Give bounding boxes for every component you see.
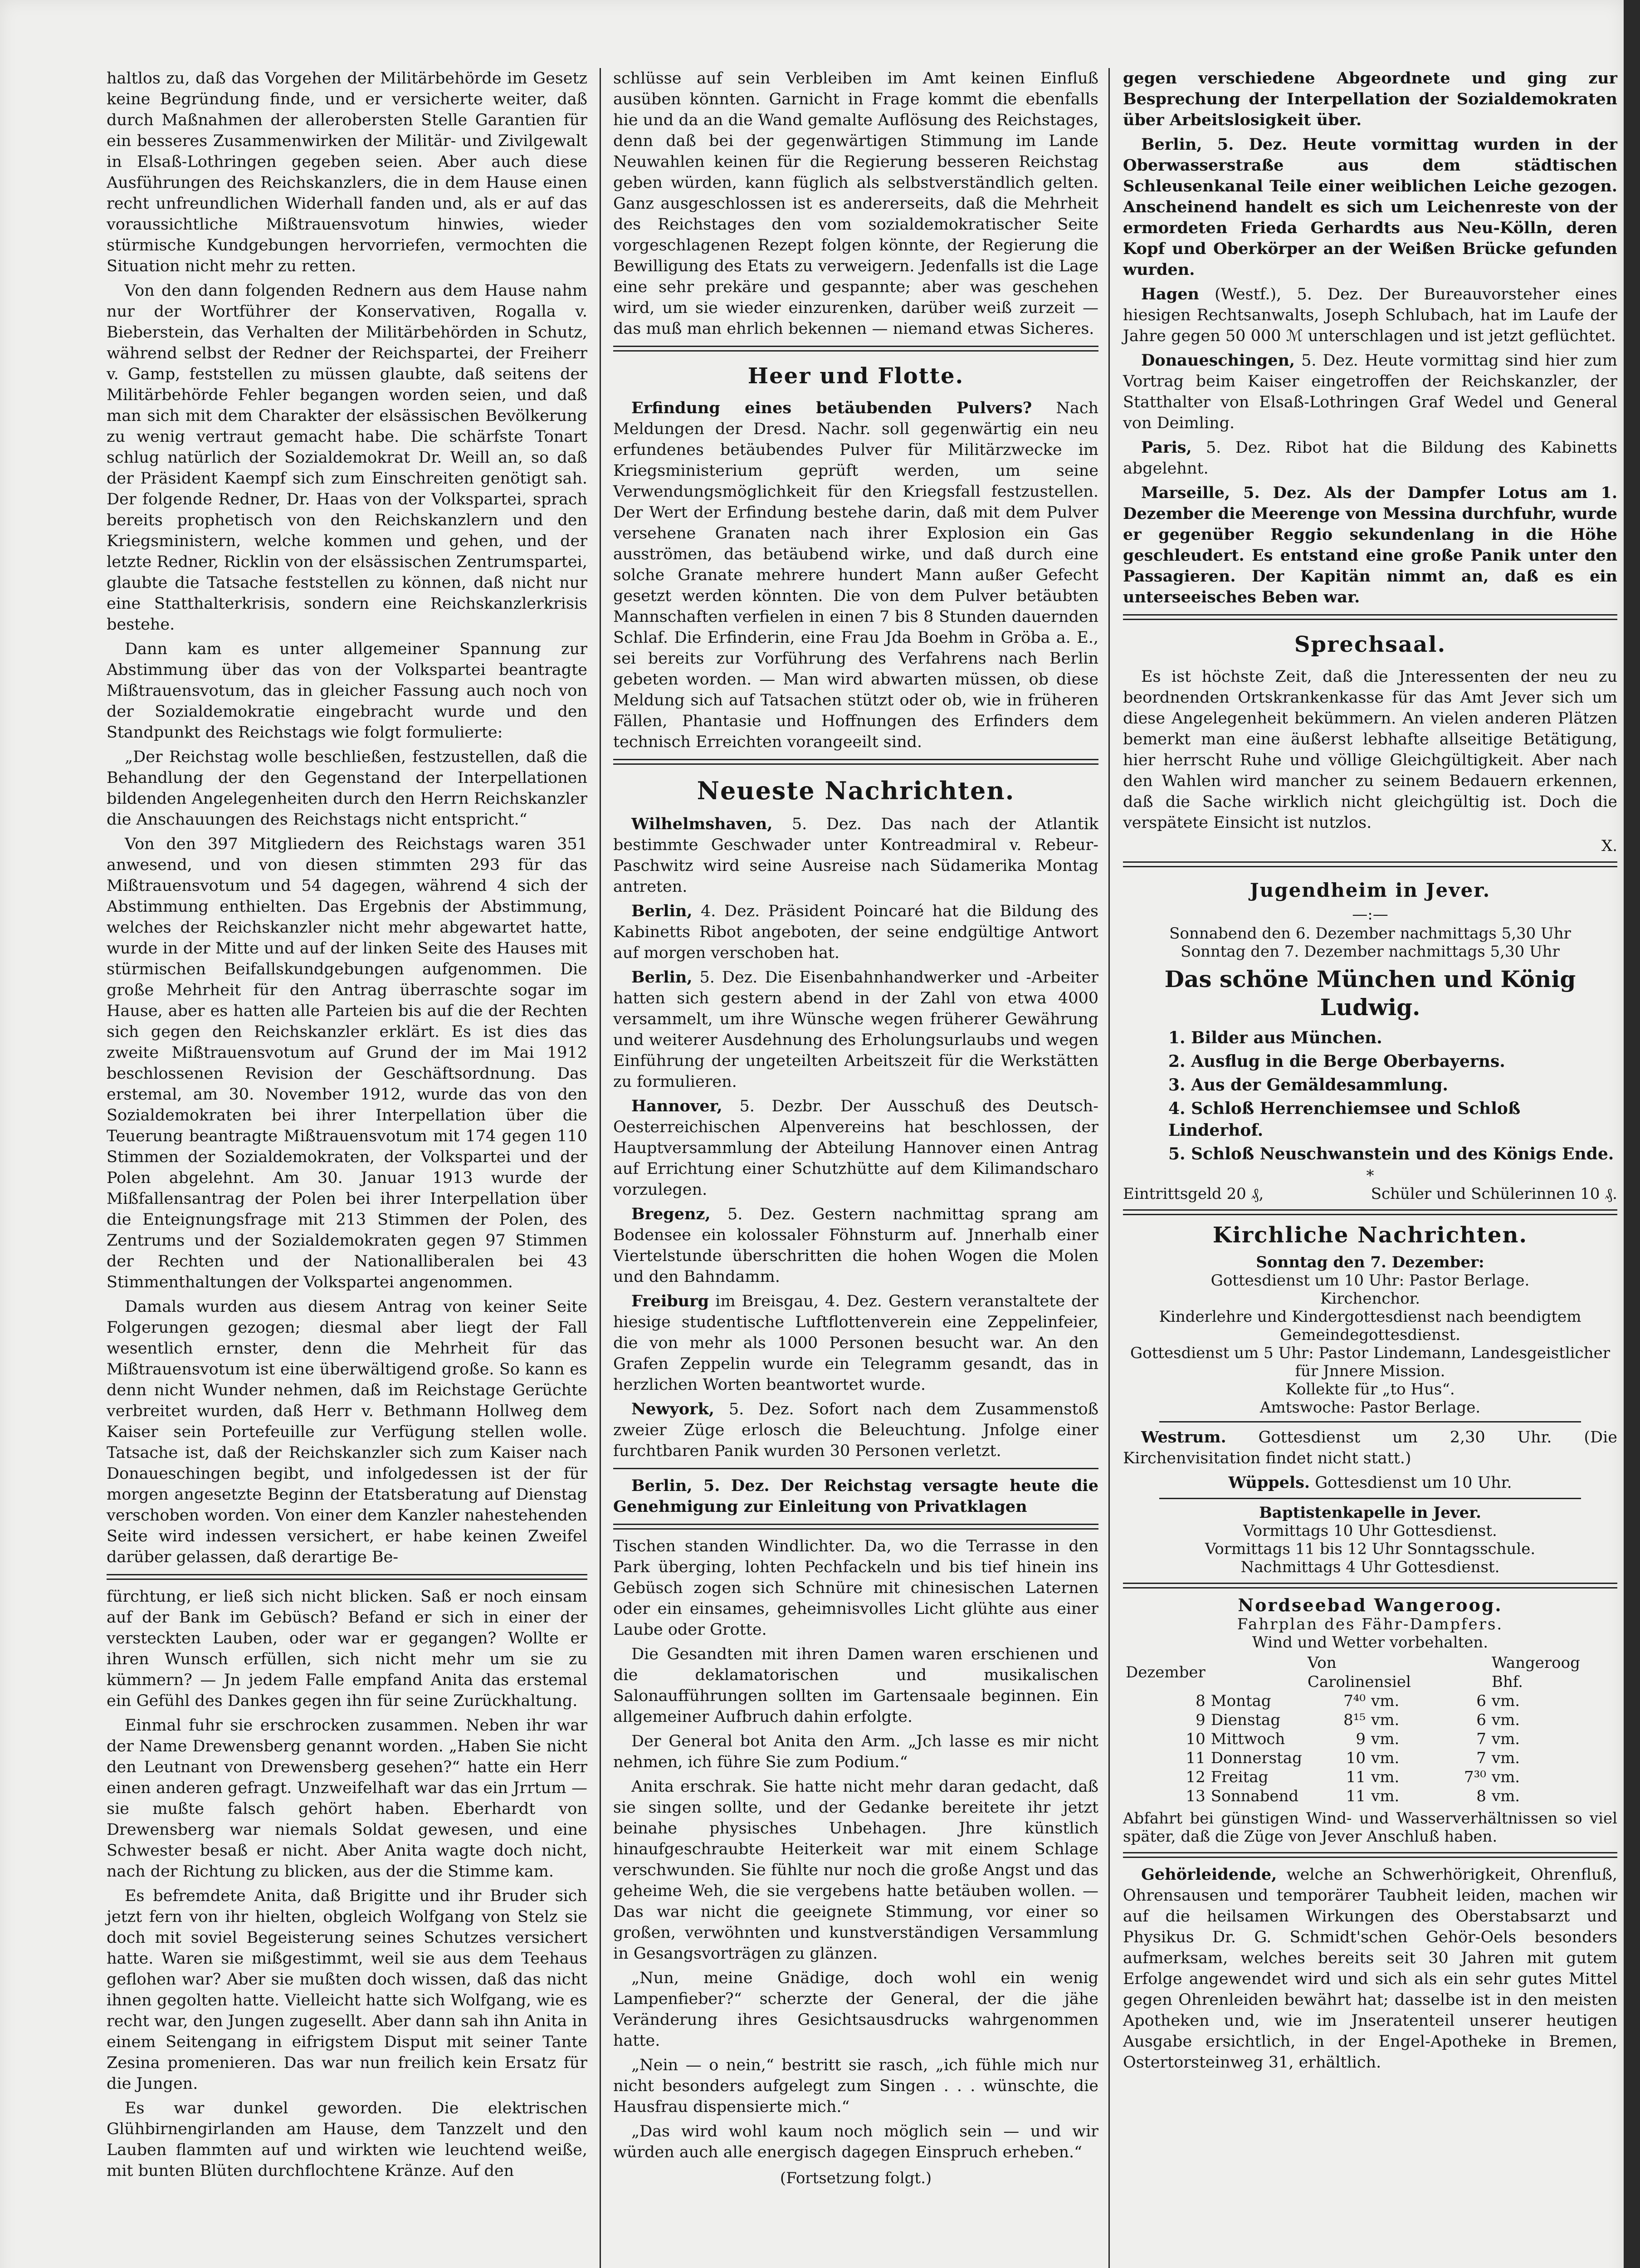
admission-students: Schüler und Schülerinnen 10 ₰. (1371, 1185, 1617, 1203)
letter-signature: X. (1601, 837, 1617, 855)
timetable-row (1123, 1691, 1617, 1711)
column-3 (1123, 68, 1617, 2077)
article-paragraph: schlüsse auf sein Verbleiben im Amt keinen Einfluß ausüben könnten. Garnicht in Frage kommt die ebenfalls hie und da an die Wand gemalte Auflösung des Reichstages, denn daß bei der gegenwärtigen Stimmung im Lande Neuwahlen keinen für die Regierung besseren Reichstag geben würden, kann füglich als selbstverständlich gelten. Ganz ausgeschlossen ist es andererseits, daß die Mehrheit des Reichstages den vom sozialdemokratischer Seite vorgeschlagenen Rezept folgen könnte, der Regierung die Bewilligung des Etats zu verweigern. Jedenfalls ist die Lage eine sehr prekäre und gespannte; aber was geschehen wird, um sie wieder einzurenken, darüber weiß zurzeit — das muß man ehrlich bekennen — niemand etwas Sicheres. (613, 69, 1098, 338)
section-divider (1123, 1852, 1617, 1858)
timetable-row (1123, 1749, 1617, 1768)
timetable-header-cell (1208, 1653, 1305, 1691)
departure-wangeroog: 7 (1476, 1749, 1486, 1767)
departure-carolinensiel-period: vm. (1371, 1787, 1400, 1805)
news-item (613, 1204, 1098, 1287)
church-divider (1159, 1421, 1581, 1422)
baptist-line: Nachmittags 4 Uhr Gottesdienst. (1240, 1558, 1500, 1576)
weekday: Dienstag (1210, 1711, 1281, 1729)
item-text: im Breisgau, 4. Dez. Gestern veranstaltete der hiesige studentische Luftflottenverein eine Zeppelinfeier, die von mehr als 1000 Personen besucht war. An den Grafen Zeppelin wurde ein Telegramm gesandt, das in herzlichen Worten beantwortet wurde. (613, 1292, 1098, 1394)
program-item: 1. Bilder aus München. (1168, 1028, 1382, 1047)
timetable-header (1123, 1653, 1617, 1691)
feuilleton-paragraph: Anita erschrak. Sie hatte nicht mehr daran gedacht, daß sie singen sollte, und der Gedanke bereitete ihr jetzt beinahe physisches Unbehagen. Jhre künstlich hinaufgeschraubte Heiterkeit war mit einem Schlage verschwunden. Sie fühlte nur noch die große Angst und das geheime Weh, die sie vergebens hatte betäuben wollen. — Das war nicht die geeignete Stimmung, vor einer so großen, verwöhnten und kunstverständigen Versammlung in Gesangsvorträgen zu glänzen. (613, 1778, 1098, 1963)
item-text: (Westf.), 5. Dez. Der Bureauvorsteher eines hiesigen Rechtsanwalts, Joseph Schlubach, hat im Laufe der Jahre gegen 50 000 ℳ unterschlagen und ist jetzt geflüchtet. (1123, 285, 1617, 345)
departure-wangeroog: 6 (1476, 1711, 1486, 1729)
feuilleton-paragraph: Es war dunkel geworden. Die elektrischen Glühbirnengirlanden am Hause, dem Tanzzelt und den Lauben flammten auf und wirkten wie leuchtend weiße, mit bunten Blüten durchflochtene Kränze. Auf den (107, 2099, 587, 2180)
ad-lead: Gehörleidende, (1141, 1865, 1277, 1884)
timetable-row (1123, 1730, 1617, 1749)
church-date: Sonntag den 7. Dezember: (1256, 1253, 1484, 1271)
weekday: Freitag (1210, 1768, 1269, 1786)
timetable-header-cell: Wangeroog Bhf. (1491, 1654, 1580, 1691)
jugendheim-date-1: Sonnabend den 6. Dezember nachmittags 5,30 Uhr (1169, 924, 1571, 943)
day-number: 12 (1186, 1768, 1206, 1786)
day-number: 9 (1196, 1711, 1206, 1729)
timetable-row (1123, 1787, 1617, 1806)
article-paragraph: Dann kam es unter allgemeiner Spannung zur Abstimmung über das von der Volkspartei beantragte Mißtrauensvotum, das in gleicher Fassung auch noch von der Sozialdemokratie eingebracht wurde und den Standpunkt des Reichstags wie folgt formulierte: (107, 640, 587, 742)
departure-wangeroog: 8 (1476, 1787, 1486, 1805)
parish-text: Gottesdienst um 10 Uhr. (1310, 1474, 1512, 1492)
departure-carolinensiel: 10 (1346, 1749, 1366, 1767)
ferry-heading: Nordseebad Wangeroog. (1238, 1595, 1503, 1615)
admission-adult: Eintrittsgeld 20 ₰, (1123, 1185, 1264, 1203)
item-text: 5. Dez. Die Eisenbahnhandwerker und -Arbeiter hatten sich gestern abend in der Zahl von etwa 4000 versammelt, um ihre Wünsche wegen früherer Gewährung und weiterer Ausdehnung des Erholungsurlaubs und wegen Einführung der ungeteilten Arbeitszeit für die Werkstätten zu formulieren. (613, 968, 1098, 1091)
feuilleton-paragraph: „Nun, meine Gnädige, doch wohl ein wenig Lampenfieber?“ scherzte der General, der die jähe Veränderung ihres Gesichtsausdrucks wahrgenommen hatte. (613, 1969, 1098, 2050)
item-text: 5. Dez. Heute vormittag wurden in der Oberwasserstraße aus dem städtischen Schleusenkanal Teile einer weiblichen Leiche gezogen. Anscheinend handelt es sich um Leichenreste von der ermordeten Frieda Gerhardts aus Neu-Kölln, deren Kopf und Oberkörper an der Weißen Brücke gefunden wurden. (1123, 135, 1617, 279)
ferry-timetable (1123, 1653, 1617, 1806)
departure-carolinensiel-period: vm. (1371, 1749, 1400, 1767)
section-divider (613, 759, 1098, 765)
departure-carolinensiel-period: vm. (1371, 1730, 1400, 1748)
departure-wangeroog: 7 (1476, 1730, 1486, 1748)
church-line: Gottesdienst um 5 Uhr: Pastor Lindemann, Landesgeistlicher für Jnnere Mission. (1130, 1344, 1610, 1380)
program-item: 5. Schloß Neuschwanstein und des Königs Ende. (1168, 1144, 1614, 1163)
news-item (613, 1476, 1098, 1517)
day-number: 13 (1186, 1787, 1206, 1805)
jugendheim-date-2: Sonntag den 7. Dezember nachmittags 5,30 Uhr (1181, 943, 1560, 961)
ferry-subheading: Fahrplan des Fähr-Dampfers. (1237, 1615, 1503, 1633)
feuilleton-divider (613, 1524, 1098, 1530)
church-parish (1123, 1472, 1617, 1493)
item-text: 5. Dezbr. Der Ausschuß des Deutsch-Oesterreichischen Alpenvereins hat beschlossen, der Hauptversammlung der Abteilung Hannover einen Antrag auf Errichtung einer Schutzhütte auf dem Kilimandscharo vorzulegen. (613, 1097, 1098, 1199)
resolution-quote: „Der Reichstag wolle beschließen, festzustellen, daß die Behandlung der den Gegenstand der Interpellationen bildenden Angelegenheiten durch den Herrn Reichskanzler die Anschauungen des Reichstags nicht entspricht.“ (107, 748, 587, 829)
news-item (613, 901, 1098, 963)
news-item (613, 1096, 1098, 1200)
ferry-footnote: Abfahrt bei günstigen Wind- und Wasserverhältnissen so viel später, daß die Züge von Jever Anschluß haben. (1123, 1809, 1617, 1846)
feuilleton-paragraph: Die Gesandten mit ihren Damen waren erschienen und die deklamatorischen und musikalischen Salonaufführungen sollten im Gartensaale beginnen. Ein allgemeiner Aufbruch dahin erfolgte. (613, 1645, 1098, 1726)
item-lead: Hagen (1141, 285, 1199, 303)
timetable-row (1123, 1768, 1617, 1787)
church-line: Kollekte für „to Hus“. (1285, 1380, 1455, 1398)
section-divider (1123, 861, 1617, 867)
section-heading-news: Neueste Nachrichten. (697, 776, 1015, 805)
section-divider (1123, 1209, 1617, 1215)
ad-text: welche an Schwerhörigkeit, Ohrenfluß, Ohrensausen und temporärer Taubheit leiden, machen wir auf die heilsamen Wirkungen des Oberstabsarzt und Physikus Dr. G. Schmidt'schen Gehör-Oels besonders aufmerksam, welches bereits seit 30 Jahren mit gutem Erfolge angewendet wird und sich als ein sehr gutes Mittel gegen Ohrenleiden bewährt hat; dasselbe ist in den meisten Apotheken und, wie im Jnseratenteil unserer heutigen Ausgabe ersichtlich, in der Engel-Apotheke in Bremen, Ostertorsteinweg 31, erhältlich. (1123, 1866, 1617, 2072)
baptist-heading: Baptistenkapelle in Jever. (1259, 1504, 1481, 1522)
column-rule-left (600, 68, 601, 2268)
section-divider (1123, 1583, 1617, 1589)
news-item (1123, 68, 1617, 131)
item-lead: Marseille, (1141, 484, 1230, 502)
news-item (1123, 483, 1617, 608)
departure-wangeroog-period: vm. (1491, 1787, 1520, 1805)
item-text: 5. Dez. Heute vormittag sind hier zum Vortrag beim Kaiser eingetroffen der Reichskanzler, der Statthalter von Elsaß-Lothringen Graf Wedel und General von Deimling. (1123, 352, 1617, 432)
program-item: 4. Schloß Herrenchiemsee und Schloß Linderhof. (1168, 1099, 1521, 1140)
item-lead: Donaueschingen, (1141, 351, 1295, 370)
item-divider (613, 1468, 1098, 1469)
feuilleton-paragraph: „Das wird wohl kaum noch möglich sein — und wir würden auch alle energisch dagegen Einspruch erheben.“ (613, 2122, 1098, 2161)
section-heading-heer: Heer und Flotte. (747, 363, 964, 389)
weekday: Mittwoch (1210, 1730, 1285, 1748)
departure-carolinensiel: 8¹⁵ (1343, 1711, 1366, 1729)
departure-wangeroog: 6 (1476, 1692, 1486, 1710)
baptist-line: Vormittags 11 bis 12 Uhr Sonntagsschule. (1205, 1540, 1536, 1558)
departure-wangeroog: 7³⁰ (1464, 1768, 1486, 1786)
departure-wangeroog-period: vm. (1491, 1711, 1520, 1729)
weekday: Sonnabend (1210, 1787, 1299, 1805)
day-number: 11 (1186, 1749, 1206, 1767)
departure-carolinensiel-period: vm. (1371, 1711, 1400, 1729)
day-number: 10 (1186, 1730, 1206, 1748)
column-1 (107, 68, 587, 2185)
kirchliche-heading: Kirchliche Nachrichten. (1212, 1222, 1528, 1248)
ferry-note: Wind und Wetter vorbehalten. (1252, 1633, 1489, 1652)
parish-text: Gottesdienst um 2,30 Uhr. (Die Kirchenvisitation findet nicht statt.) (1123, 1428, 1617, 1467)
church-line: Gottesdienst um 10 Uhr: Pastor Berlage. (1210, 1271, 1530, 1290)
item-text: 5. Dez. Ribot hat die Bildung des Kabinetts abgelehnt. (1123, 439, 1617, 478)
item-text: 5. Dez. Sofort nach dem Zusammenstoß zweier Züge erlosch die Beleuchtung. Jnfolge einer furchtbaren Panik wurden 30 Personen verletzt. (613, 1400, 1098, 1460)
column-2 (613, 68, 1098, 2187)
parish-name: Westrum. (1141, 1428, 1226, 1447)
weekday: Montag (1210, 1692, 1271, 1710)
continuation-note: (Fortsetzung folgt.) (780, 2169, 932, 2187)
feuilleton-divider (107, 1574, 587, 1580)
program-item: 3. Aus der Gemäldesammlung. (1168, 1075, 1448, 1095)
parish-name: Wüppels. (1228, 1473, 1310, 1492)
baptist-line: Vormittags 10 Uhr Gottesdienst. (1243, 1522, 1497, 1540)
item-text: Nach Meldungen der Dresd. Nachr. soll gegenwärtig ein neu erfundenes betäubendes Pulver für Militärzwecke im Kriegsministerium geprüft werden, um seine Verwendungsmöglichkeit für den Kriegsfall festzustellen. Der Wert der Erfindung bestehe darin, daß mit dem Pulver versehene Granaten nach ihrer Explosion ein Gas ausströmen, das betäubend wirke, und daß durch eine solche Granate mehrere hundert Mann außer Gefecht gesetzt werden könnten. Die von dem Pulver betäubten Mannschaften verfielen in einen 7 bis 8 Stunden dauernden Schlaf. Die Erfinderin, eine Frau Jda Boehm in Gröba a. E., sei bereits zur Vorführung des Verfahrens nach Berlin gebeten worden. — Man wird abwarten müssen, ob diese Meldung sich auf Tatsachen stützt oder ob, wie in früheren Fällen, Phantasie und Hoffnungen des Erfinders dem technisch Erreichten vorangeeilt sind. (613, 399, 1098, 751)
departure-carolinensiel: 9 (1356, 1730, 1366, 1748)
news-item (613, 814, 1098, 897)
item-lead: Paris, (1141, 438, 1192, 457)
article-paragraph: haltlos zu, daß das Vorgehen der Militärbehörde im Gesetz keine Begründung finde, und er versicherte weiter, daß durch Maßnahmen der allerobersten Stelle Garantien für ein besseres Zusammenwirken der Militär- und Zivilgewalt in Elsaß-Lothringen gegeben seien. Aber auch diese Ausführungen des Reichskanzlers, die in dem Hause einen recht unfreundlichen Widerhall fanden und, als er auf das voraussichtliche Mißtrauensvotum hinwies, wieder stürmische Kundgebungen hervorriefen, vermochten die Situation nicht mehr zu retten. (107, 69, 587, 275)
feuilleton-paragraph: Einmal fuhr sie erschrocken zusammen. Neben ihr war der Name Drewensberg genannt worden. „Haben Sie nicht den Leutnant von Drewensberg gesehen?“ hatte ein Herr einen anderen gefragt. Unzweifelhaft war das ein Jrrtum — sie mußte falsch gehört haben. Eberhardt von Drewensberg war niemals Soldat gewesen, und eine Schwester besaß er nicht. Aber Anita wagte doch nicht, nach der Richtung zu blicken, aus der die Stimme kam. (107, 1716, 587, 1881)
departure-wangeroog-period: vm. (1491, 1730, 1520, 1748)
church-line: Kinderlehre und Kindergottesdienst nach beendigtem Gemeindegottesdienst. (1159, 1308, 1581, 1344)
section-divider (613, 346, 1098, 352)
item-lead: Hannover, (631, 1097, 722, 1115)
departure-carolinensiel: 7⁴⁰ (1343, 1692, 1366, 1710)
day-number: 8 (1196, 1692, 1206, 1710)
heer-item (613, 398, 1098, 753)
section-heading-sprechsaal: Sprechsaal. (1294, 632, 1446, 657)
item-lead: Bregenz, (631, 1205, 711, 1223)
item-text: 4. Dez. Präsident Poincaré hat die Bildung des Kabinetts Ribot angeboten, der seine endgültige Antwort auf morgen verschoben hat. (613, 902, 1098, 962)
program-item: 2. Ausflug in die Berge Oberbayerns. (1168, 1052, 1505, 1071)
news-item (1123, 437, 1617, 479)
news-item (1123, 350, 1617, 434)
item-text: 5. Dez. Als der Dampfer Lotus am 1. Dezember die Meerenge von Messina durchfuhr, wurde er gegenüber Reggio sekundenlang in die Höhe geschleudert. Es entstand eine große Panik unter den Passagieren. Der Kapitän nimmt an, daß es ein unterseeisches Beben war. (1123, 484, 1617, 606)
departure-wangeroog-period: vm. (1491, 1768, 1520, 1786)
church-line: Amtswoche: Pastor Berlage. (1259, 1398, 1481, 1417)
item-lead: Freiburg (631, 1292, 709, 1310)
page-edge (1624, 0, 1640, 2268)
sprechsaal-letter: Es ist höchste Zeit, daß die Jnteressenten der neu zu beordnenden Ortskrankenkasse für das Amt Jever sich um diese Angelegenheit bekümmern. An vielen anderen Plätzen bemerkt man eine äußerst lebhafte allseitige Betätigung, hier herrscht Ruhe und völlige Gleichgültigkeit. Aber nach den Wahlen wird mancher zu seinem Bedauern erkennen, daß die Sache wirklich nicht gleichgültig ist. Doch die verspätete Einsicht ist nutzlos. (1123, 668, 1617, 832)
feuilleton-paragraph: „Nein — o nein,“ bestritt sie rasch, „ich fühle mich nur nicht besonders aufgelegt zum Singen . . . wünschte, die Hausfrau dispensierte mich.“ (613, 2056, 1098, 2116)
article-paragraph: Von den 397 Mitgliedern des Reichstags waren 351 anwesend, und von diesen stimmten 293 für das Mißtrauensvotum und 54 dagegen, während 4 sich der Abstimmung enthielten. Das Ergebnis der Abstimmung, welches der Reichskanzler nicht mehr abgewartet hatte, wurde in der Mitte und auf der linken Seite des Hauses mit stürmischen Beifallskundgebungen aufgenommen. Die große Mehrheit für den Antrag überraschte sogar im Hause, aber es hatten alle Parteien bis auf die der Rechten sich gegen den Reichskanzler erklärt. Es ist dies das zweite Mißtrauensvotum auf Grund der im Mai 1912 beschlossenen Revision der Geschäftsordnung. Das erstemal, am 30. November 1912, wurde das von den Sozialdemokraten bei ihrer Interpellation über die Teuerung beantragte Mißtrauensvotum mit 174 gegen 110 Stimmen der Sozialdemokraten, der Volkspartei und der Polen abgelehnt. Am 30. Januar 1913 wurde der Mißfallensantrag der Polen bei ihrer Interpellation über die Enteignungsfrage mit 213 Stimmen der Polen, des Zentrums und der Sozialdemokraten gegen 97 Stimmen der Rechten und der Nationalliberalen bei 43 Stimmenthaltungen der Volkspartei angenommen. (107, 835, 587, 1291)
church-parish (1123, 1427, 1617, 1469)
news-item (1123, 134, 1617, 280)
item-lead: Berlin, (631, 902, 693, 920)
news-item (1123, 284, 1617, 347)
timetable-row (1123, 1711, 1617, 1730)
departure-carolinensiel-period: vm. (1371, 1692, 1400, 1710)
item-lead: Erfindung eines betäubenden Pulvers? (631, 399, 1032, 417)
item-text: gegen verschiedene Abgeordnete und ging zur Besprechung der Interpellation der Sozialdemokraten über Arbeitslosigkeit über. (1123, 69, 1617, 129)
timetable-header-cell: Von Carolinensiel (1307, 1654, 1411, 1691)
feuilleton-paragraph: Der General bot Anita den Arm. „Jch lasse es mir nicht nehmen, ich führe Sie zum Podium.“ (613, 1732, 1098, 1771)
church-divider (1159, 1498, 1581, 1499)
departure-wangeroog-period: vm. (1491, 1749, 1520, 1767)
feuilleton-paragraph: Tischen standen Windlichter. Da, wo die Terrasse in den Park überging, lohten Pechfackeln und bis tief hinein ins Gebüsch zogen sich Schnüre mit chinesischen Laternen oder ein einsames, geheimnisvolles Licht glühte aus einer Laube oder Grotte. (613, 1537, 1098, 1639)
item-text: 5. Dez. Gestern nachmittag sprang am Bodensee ein kolossaler Föhnsturm auf. Jnnerhalb einer Viertelstunde überschritten die hohen Wogen die Molen und den Bahndamm. (613, 1205, 1098, 1286)
item-lead: Wilhelmshaven, (631, 815, 773, 833)
article-paragraph: Von den dann folgenden Rednern aus dem Hause nahm nur der Wortführer der Konservativen, Rogalla v. Bieberstein, das Verhalten der Militärbehörden in Schutz, während selbst der Redner der Reichspartei, der Freiherr v. Gamp, feststellen zu müssen glaubte, daß seitens der Militärbehörde Fehler begangen worden seien, und daß man sich mit dem Charakter der elsässischen Bevölkerung zu wenig vertraut gemacht habe. Die schärfste Tonart schlug natürlich der Sozialdemokrat Dr. Weill an, so daß der Präsident Kaempf sich zum Einschreiten genötigt sah. Der folgende Redner, Dr. Haas von der Volkspartei, sprach bereits prophetisch von den Reichskanzlern und den Kriegsministern, welche kommen und gehen, und der letzte Redner, Ricklin von der elsässischen Zentrumspartei, glaubte die Tatsache feststellen zu können, daß nicht nur eine Statthalterkrisis, sondern eine Reichskanzlerkrisis bestehe. (107, 282, 587, 634)
news-item (613, 1291, 1098, 1395)
item-text: 5. Dez. Das nach der Atlantik bestimmte Geschwader unter Kontreadmiral v. Rebeur-Paschwitz wird seine Ausreise nach Südamerika Montag antreten. (613, 815, 1098, 896)
admission-price (1123, 1185, 1617, 1203)
weekday: Donnerstag (1210, 1749, 1302, 1767)
item-lead: Berlin, 5. Dez. Der Reichstag versagte heute die Genehmigung zur Einleitung von Privatklagen (613, 1476, 1098, 1516)
timetable-header-cell (1446, 1653, 1489, 1691)
departure-wangeroog-period: vm. (1491, 1692, 1520, 1710)
jugendheim-heading: Jugendheim in Jever. (1250, 879, 1491, 901)
timetable-header-cell: Dezember (1126, 1663, 1206, 1681)
feuilleton-paragraph: Es befremdete Anita, daß Brigitte und ihr Bruder sich jetzt fern von ihr hielten, obgleich Wolfgang von Stelz sie doch mit soviel Begeisterung seines Schutzes versichert hatte. Waren sie mißgestimmt, weil sie aus dem Teehaus geflohen war? Aber sie mußten doch wissen, daß das nicht ihnen gegolten hatte. Vielleicht hatte sich Wolfgang, wie es recht war, den Jungen zugesellt. Aber dann sah ihn Anita in einem Seitengang in eifrigstem Disput mit seiner Tante Zesina promenieren. Das war nun freilich kein Ersatz für die Jungen. (107, 1887, 587, 2093)
item-lead: Newyork, (631, 1400, 714, 1418)
advertisement (1123, 1864, 1617, 2073)
item-lead: Berlin, (631, 968, 693, 987)
church-line: Kirchenchor. (1320, 1290, 1420, 1308)
section-divider (1123, 614, 1617, 620)
jugendheim-ornament: —:— (1352, 905, 1388, 924)
column-rule-right (1108, 68, 1110, 2268)
news-item (613, 1399, 1098, 1461)
item-lead: Berlin, (1141, 135, 1202, 154)
departure-carolinensiel-period: vm. (1371, 1768, 1400, 1786)
feuilleton-paragraph: fürchtung, er ließ sich nicht blicken. Saß er noch einsam auf der Bank im Gebüsch? Befand er sich in einer der versteckten Lauben, oder war er gegangen? Wollte er ihren Wunsch erfüllen, sich nicht mehr um sie zu kümmern? — Jn jedem Falle empfand Anita das erstemal ein Gefühl des Dankes gegen ihn für seine Zurückhaltung. (107, 1588, 587, 1710)
jugendheim-lecture-title: Das schöne München und König Ludwig. (1164, 966, 1576, 1021)
departure-carolinensiel: 11 (1346, 1768, 1366, 1786)
article-paragraph: Damals wurden aus diesem Antrag von keiner Seite Folgerungen gezogen; diesmal aber liegt der Fall wesentlich ernster, denn die Mehrheit für das Mißtrauensvotum ist eine überwältigend große. So kann es denn nicht Wunder nehmen, daß im Reichstage Gerüchte verbreitet wurden, daß Herr v. Bethmann Hollweg dem Kaiser sein Portefeuille zur Verfügung stellen wolle. Tatsache ist, daß der Reichskanzler sich zum Kaiser nach Donaueschingen begibt, und infolgedessen ist der für morgen angesetzte Beginn der Etatsberatung auf Dienstag verschoben worden. Von einer dem Kanzler nahestehenden Seite wird indessen versichert, er habe keinen Zweifel darüber gelassen, daß derartige Be- (107, 1298, 587, 1566)
program-separator: * (1366, 1167, 1374, 1185)
departure-carolinensiel: 11 (1346, 1787, 1366, 1805)
news-item (613, 967, 1098, 1092)
